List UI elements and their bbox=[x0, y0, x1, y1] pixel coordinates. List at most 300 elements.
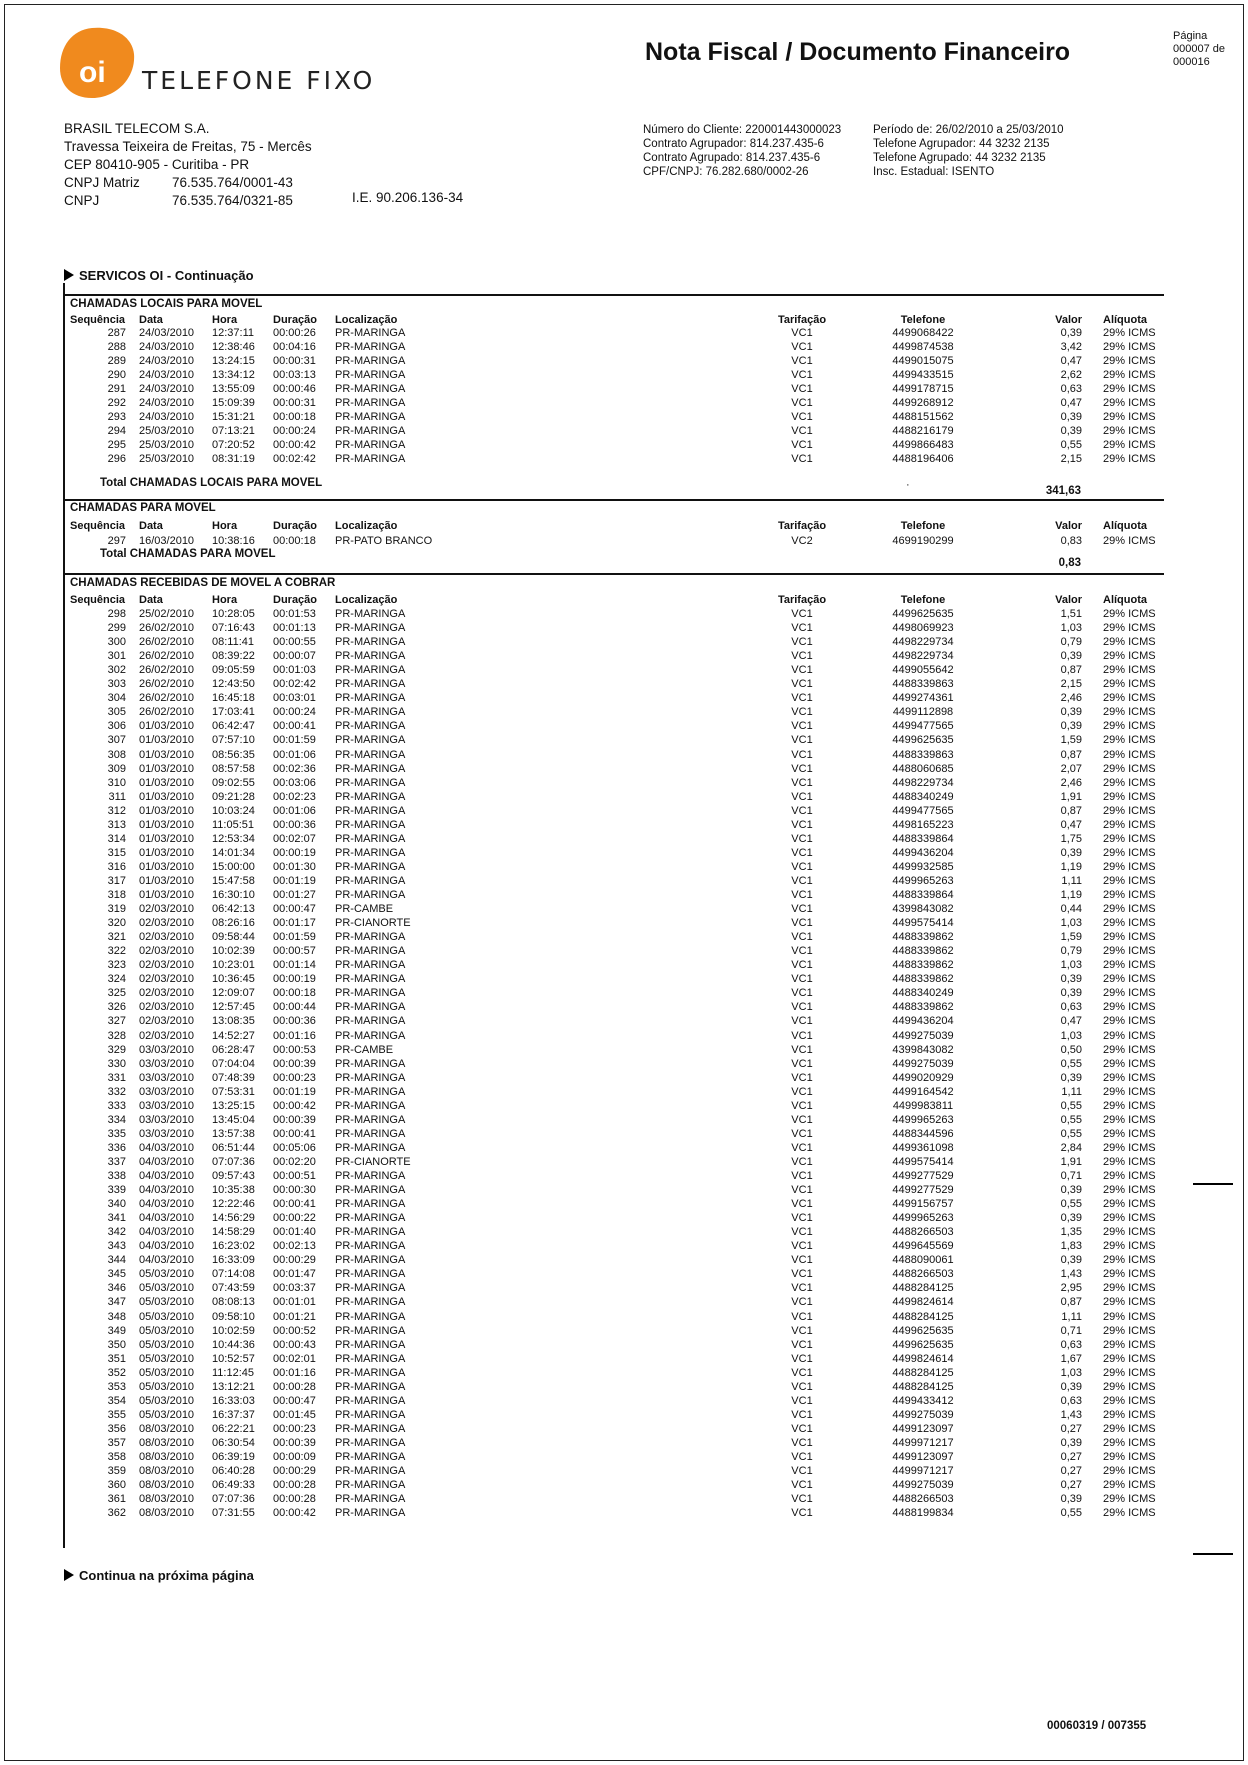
cell-date: 03/03/2010 bbox=[139, 1043, 195, 1056]
cell-dur: 00:00:18 bbox=[273, 535, 316, 547]
cell-dur: 00:00:43 bbox=[273, 1338, 316, 1351]
cell-seq: 339 bbox=[107, 1184, 126, 1197]
table-row bbox=[63, 832, 1173, 846]
cell-date: 01/03/2010 bbox=[139, 720, 195, 733]
cell-hora: 12:53:34 bbox=[212, 832, 255, 845]
cell-tar: VC1 bbox=[791, 1155, 813, 1168]
cell-seq: 312 bbox=[107, 804, 126, 817]
cell-hora: 06:28:47 bbox=[212, 1043, 255, 1056]
cell-aliq: 29% ICMS bbox=[1103, 959, 1156, 972]
cell-aliq: 29% ICMS bbox=[1103, 1282, 1156, 1295]
cell-hora: 07:31:55 bbox=[212, 1507, 255, 1520]
cell-dur: 00:01:45 bbox=[273, 1408, 316, 1421]
cell-date: 24/03/2010 bbox=[139, 355, 195, 368]
cell-date: 05/03/2010 bbox=[139, 1310, 195, 1323]
cell-val: 1,19 bbox=[1060, 860, 1082, 873]
cell-loc: PR-MARINGA bbox=[335, 341, 406, 354]
cell-hora: 06:30:54 bbox=[212, 1436, 255, 1449]
cell-loc: PR-MARINGA bbox=[335, 762, 406, 775]
cell-seq: 301 bbox=[107, 650, 126, 663]
cell-tar: VC1 bbox=[791, 1254, 813, 1267]
cell-dur: 00:00:36 bbox=[273, 818, 316, 831]
cell-date: 25/03/2010 bbox=[139, 439, 195, 452]
cell-dur: 00:00:30 bbox=[273, 1184, 316, 1197]
cell-tel: 4488339864 bbox=[892, 832, 954, 845]
cell-tel: 4488266503 bbox=[892, 1268, 954, 1281]
cell-tel: 4488339863 bbox=[892, 678, 954, 691]
cell-tel: 4488266503 bbox=[892, 1493, 954, 1506]
cell-seq: 290 bbox=[107, 369, 126, 382]
cell-val: 0,39 bbox=[1060, 720, 1082, 733]
cell-val: 2,07 bbox=[1060, 762, 1082, 775]
column-header-seq: Sequência bbox=[70, 314, 126, 326]
cell-date: 03/03/2010 bbox=[139, 1085, 195, 1098]
cell-loc: PR-MARINGA bbox=[335, 453, 406, 466]
cell-loc: PR-MARINGA bbox=[335, 874, 406, 887]
page-total: 000016 bbox=[1173, 56, 1210, 68]
cell-date: 26/02/2010 bbox=[139, 706, 195, 719]
cell-loc: PR-MARINGA bbox=[335, 1113, 406, 1126]
cell-date: 03/03/2010 bbox=[139, 1071, 195, 1084]
cell-seq: 316 bbox=[107, 860, 126, 873]
cell-seq: 302 bbox=[107, 664, 126, 677]
cell-val: 0,39 bbox=[1060, 425, 1082, 438]
cell-date: 26/02/2010 bbox=[139, 664, 195, 677]
cell-val: 0,39 bbox=[1060, 650, 1082, 663]
cell-loc: PR-MARINGA bbox=[335, 622, 406, 635]
column-header-tel: Telefone bbox=[900, 314, 946, 326]
cell-seq: 338 bbox=[107, 1170, 126, 1182]
cell-dur: 00:02:36 bbox=[273, 762, 316, 775]
cell-val: 0,39 bbox=[1060, 1212, 1082, 1225]
cell-val: 0,47 bbox=[1060, 397, 1082, 410]
cell-seq: 296 bbox=[107, 453, 126, 466]
client-number: Número do Cliente: 220001443000023 bbox=[643, 124, 842, 136]
cell-hora: 12:43:50 bbox=[212, 678, 255, 691]
cell-date: 04/03/2010 bbox=[139, 1254, 195, 1267]
cell-aliq: 29% ICMS bbox=[1103, 1408, 1156, 1421]
cell-seq: 336 bbox=[107, 1141, 126, 1154]
margin-mark bbox=[1193, 1183, 1233, 1185]
cell-hora: 12:57:45 bbox=[212, 1001, 255, 1014]
cell-seq: 347 bbox=[107, 1296, 126, 1309]
cell-tel: 4499268912 bbox=[892, 397, 954, 410]
cell-loc: PR-MARINGA bbox=[335, 1268, 406, 1281]
cell-dur: 00:00:51 bbox=[273, 1170, 316, 1182]
cell-loc: PR-MARINGA bbox=[335, 748, 406, 761]
cell-hora: 09:58:10 bbox=[212, 1310, 255, 1323]
cell-val: 0,55 bbox=[1060, 1099, 1082, 1112]
cell-loc: PR-MARINGA bbox=[335, 734, 406, 747]
cell-dur: 00:00:39 bbox=[273, 1113, 316, 1126]
cell-hora: 09:58:44 bbox=[212, 931, 255, 944]
cell-val: 0,39 bbox=[1060, 706, 1082, 719]
table-row bbox=[63, 621, 1173, 635]
cell-val: 0,63 bbox=[1060, 1338, 1082, 1351]
cell-aliq: 29% ICMS bbox=[1103, 931, 1156, 944]
cell-loc: PR-MARINGA bbox=[335, 664, 406, 677]
cell-dur: 00:00:29 bbox=[273, 1254, 316, 1267]
cell-seq: 341 bbox=[107, 1212, 126, 1225]
cell-val: 1,03 bbox=[1060, 1029, 1082, 1042]
page-indicator bbox=[1173, 30, 1239, 69]
cell-loc: PR-MARINGA bbox=[335, 987, 406, 1000]
cell-dur: 00:02:42 bbox=[273, 453, 316, 466]
column-header-loc: Localização bbox=[335, 594, 398, 606]
cell-seq: 343 bbox=[107, 1240, 126, 1253]
cell-seq: 335 bbox=[107, 1127, 126, 1140]
cell-loc: PR-MARINGA bbox=[335, 959, 406, 972]
cell-dur: 00:01:03 bbox=[273, 664, 316, 677]
cell-hora: 14:58:29 bbox=[212, 1226, 255, 1239]
cell-dur: 00:00:57 bbox=[273, 945, 316, 958]
cell-tar: VC1 bbox=[791, 1029, 813, 1042]
cell-aliq: 29% ICMS bbox=[1103, 535, 1156, 547]
issuer-address: Travessa Teixeira de Freitas, 75 - Mercês bbox=[64, 139, 312, 154]
cell-date: 08/03/2010 bbox=[139, 1436, 195, 1449]
document-title: Nota Fiscal / Documento Financeiro bbox=[645, 38, 1071, 66]
cell-date: 01/03/2010 bbox=[139, 804, 195, 817]
cell-val: 0,39 bbox=[1060, 327, 1082, 339]
cell-tel: 4499020929 bbox=[892, 1071, 954, 1084]
cell-seq: 340 bbox=[107, 1198, 126, 1211]
column-header-date: Data bbox=[139, 314, 163, 326]
cell-hora: 16:37:37 bbox=[212, 1408, 255, 1421]
table-row bbox=[63, 1239, 1173, 1253]
cell-tel: 4499983811 bbox=[892, 1099, 954, 1112]
table-row bbox=[63, 930, 1173, 944]
cell-tar: VC1 bbox=[791, 874, 813, 887]
cell-seq: 350 bbox=[107, 1338, 126, 1351]
table-row bbox=[63, 888, 1173, 902]
cell-date: 05/03/2010 bbox=[139, 1296, 195, 1309]
cell-tar: VC1 bbox=[791, 1268, 813, 1281]
cell-loc: PR-MARINGA bbox=[335, 383, 406, 396]
cell-dur: 00:00:47 bbox=[273, 903, 316, 916]
cell-seq: 289 bbox=[107, 355, 126, 368]
cell-tar: VC1 bbox=[791, 959, 813, 972]
cell-hora: 10:02:59 bbox=[212, 1324, 255, 1337]
cell-hora: 08:11:41 bbox=[212, 636, 255, 649]
cell-tar: VC1 bbox=[791, 706, 813, 719]
cell-aliq: 29% ICMS bbox=[1103, 1479, 1156, 1492]
cell-date: 05/03/2010 bbox=[139, 1366, 195, 1379]
table-row bbox=[63, 1127, 1173, 1141]
cell-hora: 07:14:08 bbox=[212, 1268, 255, 1281]
column-header-dur: Duração bbox=[273, 314, 318, 326]
table-row bbox=[63, 944, 1173, 958]
cell-val: 0,87 bbox=[1060, 664, 1082, 677]
cell-hora: 09:21:28 bbox=[212, 790, 255, 803]
cell-tar: VC1 bbox=[791, 1296, 813, 1309]
cell-seq: 317 bbox=[107, 874, 126, 887]
cell-dur: 00:02:13 bbox=[273, 1240, 316, 1253]
cell-hora: 07:07:36 bbox=[212, 1493, 255, 1506]
cell-aliq: 29% ICMS bbox=[1103, 1113, 1156, 1126]
cell-seq: 349 bbox=[107, 1324, 126, 1337]
cell-aliq: 29% ICMS bbox=[1103, 1141, 1156, 1154]
cell-date: 25/03/2010 bbox=[139, 453, 195, 466]
cell-tar: VC1 bbox=[791, 889, 813, 901]
cell-date: 24/03/2010 bbox=[139, 341, 195, 354]
cell-dur: 00:00:53 bbox=[273, 1043, 316, 1056]
table-row bbox=[63, 649, 1173, 663]
cell-tar: VC1 bbox=[791, 664, 813, 677]
column-header-seq: Sequência bbox=[70, 594, 126, 606]
cell-dur: 00:02:20 bbox=[273, 1155, 316, 1168]
cell-tel: 4488340249 bbox=[892, 987, 954, 1000]
cell-loc: PR-MARINGA bbox=[335, 1212, 406, 1225]
table-row bbox=[63, 677, 1173, 691]
cell-dur: 00:00:41 bbox=[273, 1127, 316, 1140]
page-label: Página bbox=[1173, 30, 1208, 42]
cell-date: 24/03/2010 bbox=[139, 327, 195, 339]
cell-val: 0,39 bbox=[1060, 1254, 1082, 1267]
cell-tar: VC1 bbox=[791, 931, 813, 944]
cell-hora: 10:03:24 bbox=[212, 804, 255, 817]
cell-loc: PR-MARINGA bbox=[335, 1029, 406, 1042]
cell-date: 03/03/2010 bbox=[139, 1099, 195, 1112]
cell-hora: 16:33:03 bbox=[212, 1394, 255, 1407]
cell-dur: 00:00:52 bbox=[273, 1324, 316, 1337]
cell-tar: VC1 bbox=[791, 1338, 813, 1351]
cell-aliq: 29% ICMS bbox=[1103, 832, 1156, 845]
cell-aliq: 29% ICMS bbox=[1103, 889, 1156, 901]
cell-val: 0,55 bbox=[1060, 1198, 1082, 1211]
cell-val: 0,47 bbox=[1060, 355, 1082, 368]
cell-aliq: 29% ICMS bbox=[1103, 1001, 1156, 1014]
cell-date: 05/03/2010 bbox=[139, 1324, 195, 1337]
cell-dur: 00:00:36 bbox=[273, 1015, 316, 1028]
cell-aliq: 29% ICMS bbox=[1103, 411, 1156, 424]
cell-dur: 00:01:59 bbox=[273, 931, 316, 944]
cell-aliq: 29% ICMS bbox=[1103, 1436, 1156, 1449]
cell-date: 26/02/2010 bbox=[139, 622, 195, 635]
cell-aliq: 29% ICMS bbox=[1103, 355, 1156, 368]
cell-loc: PR-MARINGA bbox=[335, 411, 406, 424]
cell-date: 04/03/2010 bbox=[139, 1198, 195, 1211]
cell-date: 03/03/2010 bbox=[139, 1127, 195, 1140]
cell-loc: PR-MARINGA bbox=[335, 1170, 406, 1182]
cell-tel: 4499625635 bbox=[892, 734, 954, 747]
cell-loc: PR-MARINGA bbox=[335, 1254, 406, 1267]
cell-aliq: 29% ICMS bbox=[1103, 1380, 1156, 1393]
cell-hora: 09:57:43 bbox=[212, 1170, 255, 1182]
cell-tel: 4488151562 bbox=[892, 411, 954, 424]
cell-tar: VC1 bbox=[791, 832, 813, 845]
table-row bbox=[63, 1281, 1173, 1295]
cell-loc: PR-MARINGA bbox=[335, 706, 406, 719]
table-row bbox=[63, 1113, 1173, 1127]
cell-loc: PR-MARINGA bbox=[335, 1226, 406, 1239]
issuer-block bbox=[64, 120, 312, 210]
cell-val: 0,39 bbox=[1060, 1184, 1082, 1197]
cell-loc: PR-MARINGA bbox=[335, 1436, 406, 1449]
cell-dur: 00:02:01 bbox=[273, 1352, 316, 1365]
cell-date: 05/03/2010 bbox=[139, 1408, 195, 1421]
cell-date: 04/03/2010 bbox=[139, 1155, 195, 1168]
cell-dur: 00:00:23 bbox=[273, 1071, 316, 1084]
cell-aliq: 29% ICMS bbox=[1103, 1507, 1156, 1520]
cell-hora: 07:20:52 bbox=[212, 439, 255, 452]
column-header-loc: Localização bbox=[335, 520, 398, 532]
cell-hora: 10:38:16 bbox=[212, 535, 255, 547]
cell-seq: 362 bbox=[107, 1507, 126, 1520]
cell-hora: 13:08:35 bbox=[212, 1015, 255, 1028]
cell-dur: 00:00:07 bbox=[273, 650, 316, 663]
cell-val: 0,87 bbox=[1060, 804, 1082, 817]
cell-date: 04/03/2010 bbox=[139, 1141, 195, 1154]
table-row bbox=[63, 396, 1173, 410]
cell-tel: 4499436204 bbox=[892, 1015, 954, 1028]
cell-val: 0,44 bbox=[1060, 903, 1082, 916]
cell-tel: 4488340249 bbox=[892, 790, 954, 803]
column-header-date: Data bbox=[139, 520, 163, 532]
cell-aliq: 29% ICMS bbox=[1103, 1099, 1156, 1112]
cell-hora: 13:24:15 bbox=[212, 355, 255, 368]
cell-date: 05/03/2010 bbox=[139, 1394, 195, 1407]
cell-dur: 00:00:19 bbox=[273, 846, 316, 859]
column-header-val: Valor bbox=[1055, 314, 1082, 326]
cell-tar: VC1 bbox=[791, 748, 813, 761]
cell-date: 26/02/2010 bbox=[139, 692, 195, 705]
cell-date: 01/03/2010 bbox=[139, 832, 195, 845]
cell-loc: PR-MARINGA bbox=[335, 1465, 406, 1478]
cell-loc: PR-MARINGA bbox=[335, 846, 406, 859]
cell-tar: VC1 bbox=[791, 369, 813, 382]
cell-tar: VC1 bbox=[791, 1408, 813, 1421]
cell-seq: 294 bbox=[107, 425, 126, 438]
cell-hora: 10:44:36 bbox=[212, 1338, 255, 1351]
cell-loc: PR-MARINGA bbox=[335, 425, 406, 438]
table-row bbox=[63, 438, 1173, 452]
cell-loc: PR-MARINGA bbox=[335, 1352, 406, 1365]
cell-tel: 4499433412 bbox=[892, 1394, 954, 1407]
cell-seq: 308 bbox=[107, 748, 126, 761]
cell-aliq: 29% ICMS bbox=[1103, 804, 1156, 817]
cell-tel: 4488266503 bbox=[892, 1226, 954, 1239]
cell-val: 1,91 bbox=[1060, 790, 1082, 803]
cell-hora: 16:33:09 bbox=[212, 1254, 255, 1267]
cell-dur: 00:01:47 bbox=[273, 1268, 316, 1281]
cell-hora: 08:57:58 bbox=[212, 762, 255, 775]
table-row bbox=[63, 1211, 1173, 1225]
cell-seq: 325 bbox=[107, 987, 126, 1000]
cell-tar: VC1 bbox=[791, 1282, 813, 1295]
cell-date: 01/03/2010 bbox=[139, 734, 195, 747]
table-row bbox=[63, 1085, 1173, 1099]
cell-seq: 331 bbox=[107, 1071, 126, 1084]
cell-tel: 4499824614 bbox=[892, 1352, 954, 1365]
cell-hora: 16:23:02 bbox=[212, 1240, 255, 1253]
cell-loc: PR-MARINGA bbox=[335, 1198, 406, 1211]
table-row bbox=[63, 790, 1173, 804]
cell-seq: 345 bbox=[107, 1268, 126, 1281]
column-header-tar: Tarifação bbox=[777, 594, 827, 606]
cell-seq: 295 bbox=[107, 439, 126, 452]
cell-loc: PR-CIANORTE bbox=[335, 917, 411, 930]
cell-loc: PR-MARINGA bbox=[335, 355, 406, 368]
cell-val: 0,55 bbox=[1060, 1057, 1082, 1070]
table-row bbox=[63, 958, 1173, 972]
cell-loc: PR-MARINGA bbox=[335, 1408, 406, 1421]
cell-hora: 15:31:21 bbox=[212, 411, 255, 424]
cell-seq: 332 bbox=[107, 1085, 126, 1098]
cell-dur: 00:00:41 bbox=[273, 1198, 316, 1211]
table-row bbox=[63, 986, 1173, 1000]
cell-tel: 4499068422 bbox=[892, 327, 954, 339]
cnpj-label: CNPJ bbox=[64, 193, 100, 208]
cell-val: 0,39 bbox=[1060, 846, 1082, 859]
total-marker: · bbox=[906, 479, 910, 491]
cell-date: 04/03/2010 bbox=[139, 1212, 195, 1225]
cell-val: 0,55 bbox=[1060, 1113, 1082, 1126]
cell-tel: 4488090061 bbox=[892, 1254, 954, 1267]
client-info-right bbox=[873, 123, 1064, 179]
cell-loc: PR-MARINGA bbox=[335, 1071, 406, 1084]
table-row bbox=[63, 804, 1173, 818]
cell-date: 02/03/2010 bbox=[139, 1001, 195, 1014]
cell-hora: 15:00:00 bbox=[212, 860, 255, 873]
cell-loc: PR-MARINGA bbox=[335, 1099, 406, 1112]
continue-note bbox=[64, 1568, 254, 1583]
cell-val: 1,75 bbox=[1060, 832, 1082, 845]
cell-tar: VC1 bbox=[791, 1113, 813, 1126]
cell-tar: VC1 bbox=[791, 383, 813, 396]
cell-val: 0,39 bbox=[1060, 1071, 1082, 1084]
table-row bbox=[63, 874, 1173, 888]
cell-tel: 4399843082 bbox=[892, 1043, 954, 1056]
cell-val: 0,63 bbox=[1060, 1394, 1082, 1407]
cell-hora: 10:02:39 bbox=[212, 945, 255, 958]
cell-hora: 14:56:29 bbox=[212, 1212, 255, 1225]
table-row bbox=[63, 1295, 1173, 1309]
cell-val: 1,03 bbox=[1060, 917, 1082, 930]
table-row bbox=[63, 818, 1173, 832]
cell-aliq: 29% ICMS bbox=[1103, 1422, 1156, 1435]
cell-aliq: 29% ICMS bbox=[1103, 1029, 1156, 1042]
cell-dur: 00:00:39 bbox=[273, 1436, 316, 1449]
cell-loc: PR-MARINGA bbox=[335, 889, 406, 901]
column-header-tar: Tarifação bbox=[777, 520, 827, 532]
cell-hora: 13:25:15 bbox=[212, 1099, 255, 1112]
cell-aliq: 29% ICMS bbox=[1103, 945, 1156, 958]
table-row bbox=[63, 1338, 1173, 1352]
table-row bbox=[63, 452, 1173, 466]
cell-date: 02/03/2010 bbox=[139, 903, 195, 916]
cell-aliq: 29% ICMS bbox=[1103, 1254, 1156, 1267]
cell-loc: PR-MARINGA bbox=[335, 1493, 406, 1506]
cell-aliq: 29% ICMS bbox=[1103, 397, 1156, 410]
cell-loc: PR-MARINGA bbox=[335, 650, 406, 663]
cell-tel: 4499824614 bbox=[892, 1296, 954, 1309]
table-row bbox=[63, 410, 1173, 424]
cell-hora: 08:56:35 bbox=[212, 748, 255, 761]
cell-loc: PR-MARINGA bbox=[335, 776, 406, 789]
cell-hora: 06:51:44 bbox=[212, 1141, 255, 1154]
cell-tar: VC1 bbox=[791, 1422, 813, 1435]
cell-tel: 4498069923 bbox=[892, 622, 954, 635]
issuer-cnpj-matriz bbox=[64, 174, 312, 192]
cell-seq: 352 bbox=[107, 1366, 126, 1379]
cell-hora: 08:08:13 bbox=[212, 1296, 255, 1309]
cell-tel: 4499971217 bbox=[892, 1436, 954, 1449]
cell-tar: VC1 bbox=[791, 1141, 813, 1154]
cell-dur: 00:03:01 bbox=[273, 692, 316, 705]
cell-date: 02/03/2010 bbox=[139, 973, 195, 986]
cell-tar: VC2 bbox=[791, 535, 813, 547]
cell-dur: 00:01:01 bbox=[273, 1296, 316, 1309]
